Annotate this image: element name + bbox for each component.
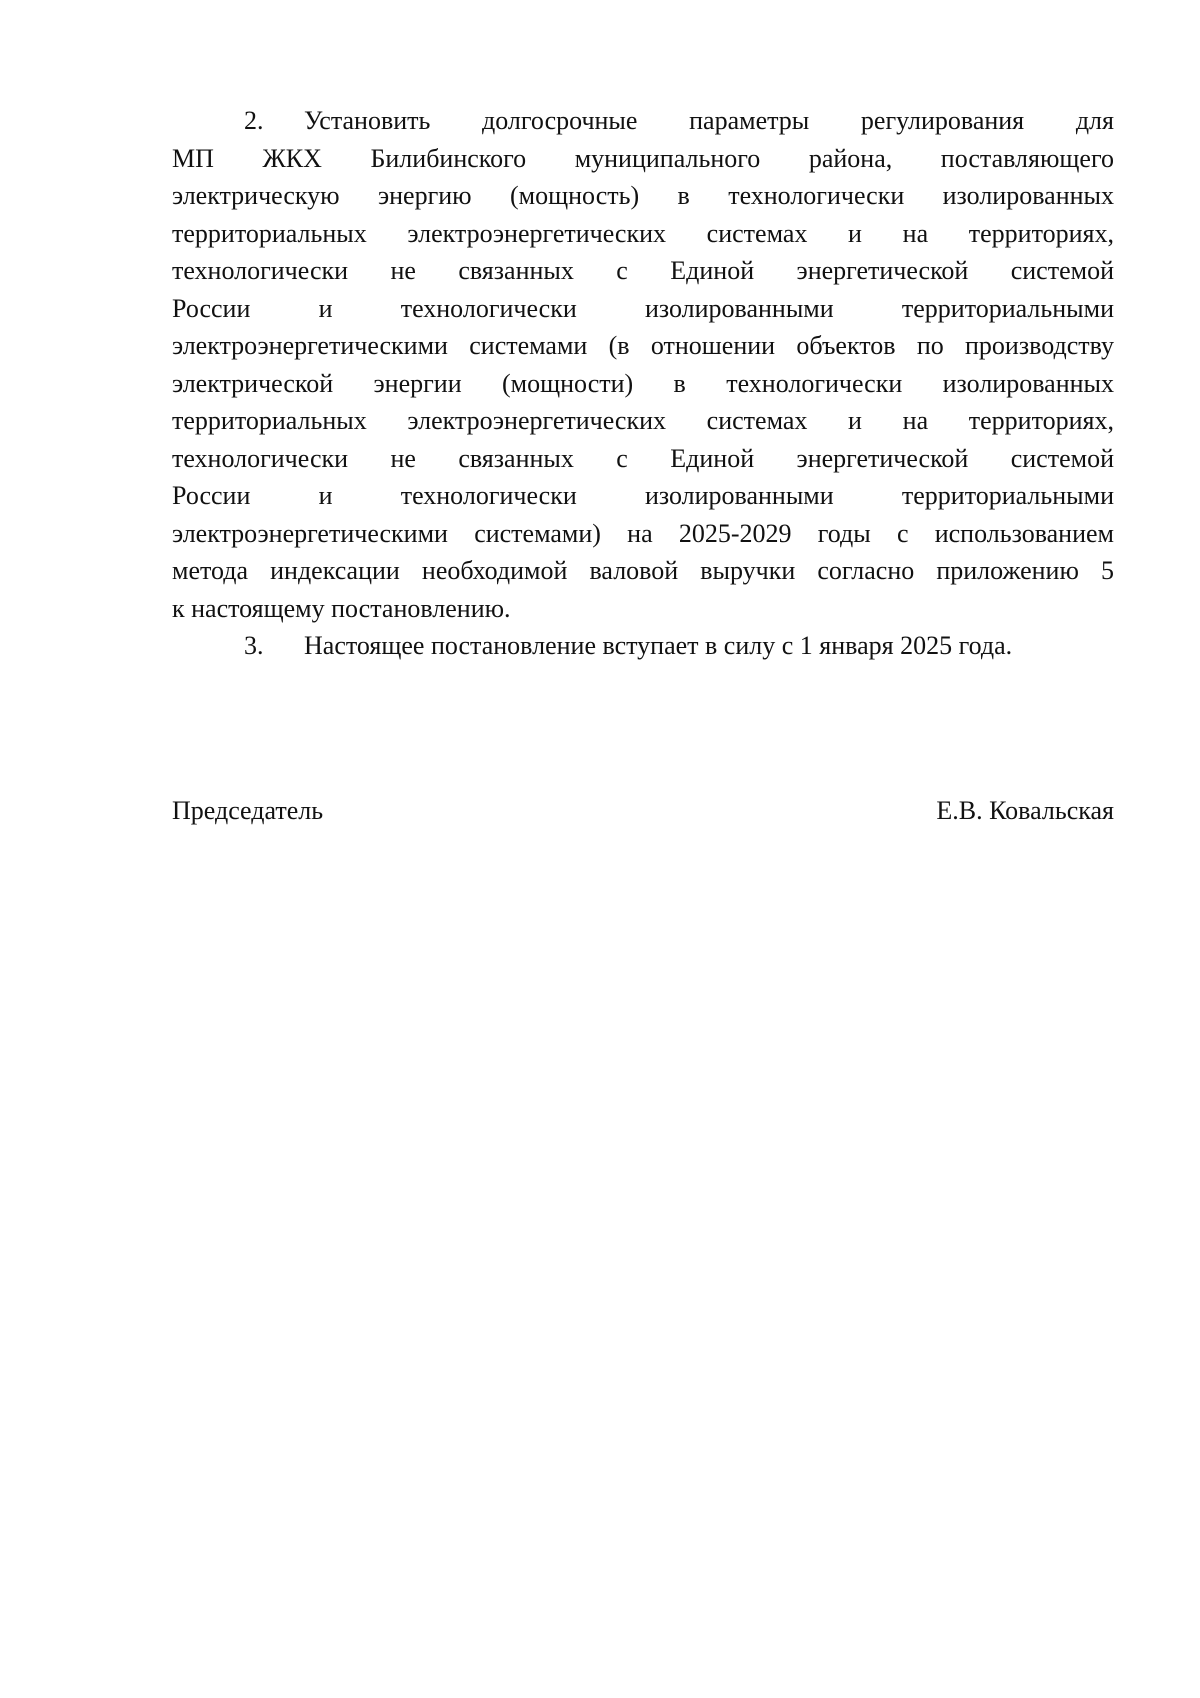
signatory-position: Председатель xyxy=(172,796,324,825)
clause-2-line-9: территориальных электроэнергетических системах и на территориях, xyxy=(172,406,1114,435)
clause-3-line-1 xyxy=(172,627,1114,665)
clause-2-line-8: электрической энергии (мощности) в технологически изолированных xyxy=(172,368,1114,398)
clause-2-line-4: территориальных электроэнергетических системах и на территориях, xyxy=(172,218,1114,248)
clause-2-line-6: России и технологически изолированными территориальными xyxy=(172,293,1114,323)
clause-2-line-1-text: Установить долгосрочные параметры регулирования для xyxy=(304,106,1114,135)
clause-2 xyxy=(172,102,1114,627)
clause-2-line-13: метода индексации необходимой валовой выручки согласно приложению 5 xyxy=(172,556,1114,585)
document-body xyxy=(172,102,1114,665)
clause-3-text: Настоящее постановление вступает в силу с 1 января 2025 года. xyxy=(304,631,1013,660)
clause-2-line-14: к настоящему постановлению. xyxy=(172,593,511,623)
clause-3 xyxy=(172,627,1114,665)
clause-2-line-7: электроэнергетическими системами (в отношении объектов по производству xyxy=(172,331,1114,360)
clause-2-line-3: электрическую энергию (мощность) в технологически изолированных xyxy=(172,181,1114,210)
clause-2-line-11: России и технологически изолированными территориальными xyxy=(172,481,1114,510)
clause-2-line-10: технологически не связанных с Единой энергетической системой xyxy=(172,443,1114,473)
signatory-name: Е.В. Ковальская xyxy=(936,796,1114,825)
clause-2-line-2: МП ЖКХ Билибинского муниципального района, поставляющего xyxy=(172,143,1114,173)
clause-2-line-5: технологически не связанных с Единой энергетической системой xyxy=(172,256,1114,285)
signature-block xyxy=(172,792,1114,830)
clause-2-number: 2. xyxy=(244,106,264,135)
clause-3-number: 3. xyxy=(244,631,264,660)
clause-2-line-1 xyxy=(172,102,1114,140)
clause-2-line-12: электроэнергетическими системами) на 2025-2029 годы с использованием xyxy=(172,518,1114,548)
